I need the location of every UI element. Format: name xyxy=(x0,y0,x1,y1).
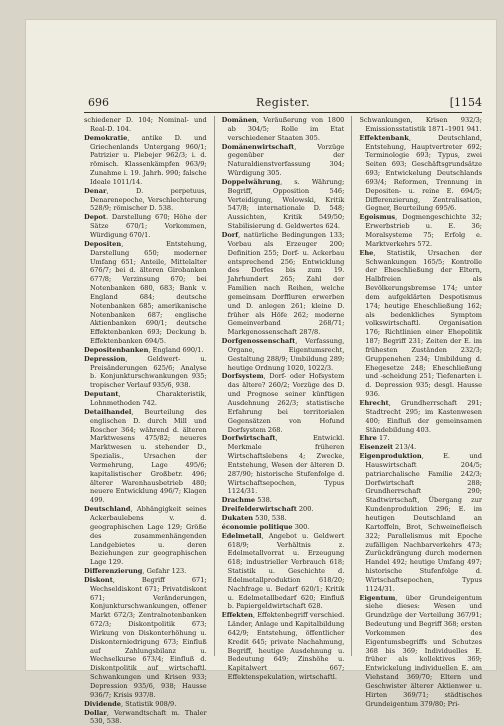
index-entry xyxy=(84,134,207,187)
index-entry-text: , England 690/1. xyxy=(148,345,204,354)
index-entry-headword: Depositen xyxy=(84,239,122,248)
index-entry xyxy=(84,709,207,726)
index-entry-text: , Geldwert- u. Preisänderungen 625/6; Analyse b. Konjunkturschwankungen 935; tropischer Verlauf 935/6, 938. xyxy=(90,354,207,390)
index-column-3 xyxy=(359,116,483,708)
index-entry-text: 213/4. xyxy=(393,443,417,452)
index-entry xyxy=(84,505,207,567)
index-entry-headword: Dorf xyxy=(221,230,239,239)
index-entry xyxy=(84,355,207,390)
index-entry-headword: Detailhandel xyxy=(84,407,132,416)
index-entry xyxy=(359,213,482,248)
index-entry-headword: Eigenproduktion xyxy=(359,452,422,461)
index-entry xyxy=(222,337,345,372)
index-entry-headword: Differenzierung xyxy=(84,567,143,576)
index-entry-text: , Deutschland, Entstehung, Hauptvertreter 692; Terminologie 693; Typus, zwei Seiten 693; Geschäftsgrundsätze 693; Entwickelung Deutschlands 693/4; Reformen, Trennung in Depositen- u. reine E. 694/5; Differenzierung, Zentralisation, Gegner, Beurteilung 695/6. xyxy=(365,133,483,213)
index-entry-headword: Dukaten xyxy=(221,513,254,522)
column-divider xyxy=(351,116,352,656)
index-entry-headword: Depression xyxy=(84,354,126,363)
index-entry-headword: Eigentum xyxy=(359,593,396,602)
index-columns xyxy=(84,116,483,726)
index-entry-headword: Dorfsystem xyxy=(221,372,264,381)
index-entry-text: 538. xyxy=(255,496,272,505)
index-entry xyxy=(222,532,345,612)
index-entry-text: , Vorzüge gegenüber der Naturaldienstverfassung 304; Würdigung 305. xyxy=(227,142,345,178)
index-entry-text: , Effektenbegriff verschied. Länder, Anlage und Kapitalbildung 642/9; Entstehung, öffentlicher Kredit 645; private Nachahmung, Begriff, heutige Ausdehnung u. Bedeutung 649; Zinshöhe u. Kapitalwert 667; Effektenspekulation, wirtschaftl. xyxy=(227,611,345,682)
index-entry-text: , E. und Hauswirtschaft 204/5; patriarchalische Familie 242/3; Dorfwirtschaft 288; Grundherrschaft 290; Stadtwirtschaft, Übergang zur Kundenproduktion 296; E. im heutigen Deutschland an Kartoffeln, Brot, Schweinefleisch 322; Parallelismus mit Epoche zufälligen Nachbarverkehrs 473; Zurückdrängung durch modernen Handel 492; heutige Umfang 497; historische Stufenfolge d. Wirtschaftsepochen, Typus 1124/31. xyxy=(365,452,483,593)
index-entry-text: , Charakteristik, Lohnmethoden 742. xyxy=(90,390,207,407)
index-entry xyxy=(222,611,345,682)
index-entry-text: , Beurteilung des englischen D. durch Mill und Roscher 364; während d. älteren Marktwesens 475/82; neueres Marktwesen u. stehender D., Spezialis., Ursachen der Vermehrung, Lage 495/6; kapitalistischer Großbetr. 496; älterer Warenhausbetrieb 480; neuere Entwicklung 496/7; Klagen 499. xyxy=(90,407,207,505)
index-entry xyxy=(222,505,345,514)
index-entry-headword: Domänen xyxy=(221,116,257,124)
index-column-2 xyxy=(221,116,345,682)
index-entry-headword: Effekten xyxy=(221,611,253,620)
index-entry-text: , antike D. und Griechenlands Untergang 960/1; Patrizier u. Plebejer 962/3; i. d. römisch. Klassenkämpfen 963/9; Zunahme i. 19. Jahrh. 990; falsche Ideale 1011/14. xyxy=(90,133,207,186)
column-divider xyxy=(214,116,215,656)
index-entry-text: , Gefahr 123. xyxy=(142,567,187,576)
index-entry-text: , über Grundeigentum siehe dieses: Wesen und Grundzüge der Verteilung 367/91; Bedeutung und Begriff 368; ersten Vorkommen des Eigentumsbegriffs und Schutzes 368 bis 369; Individuelles E. früher als kollektives 369; Entwickelung individuellen E. am Viehstand 369/70; Eltern und Geschwister älterer Aktienwer u. Hirten 369/71; städtisches Grundeigentum 379/80; Pri- xyxy=(365,593,483,708)
index-entry xyxy=(84,567,207,576)
index-entry-headword: Domänenwirtschaft xyxy=(221,142,295,151)
index-entry-headword: Effektenbank xyxy=(359,133,409,142)
index-entry-text: , Entwickl. Merkmale früheren Wirtschaftslebens 4; Zwecke, Entstehung, Wesen der älteren D. 287/90; historische Stufenfolge d. Wirtschaftsepochen, Typus 1124/31. xyxy=(227,434,345,496)
book-page xyxy=(26,20,496,726)
index-entry-headword: Ehe xyxy=(359,248,374,257)
index-entry-headword: Ehrecht xyxy=(359,399,389,407)
index-entry xyxy=(359,443,482,452)
index-entry xyxy=(84,700,207,709)
index-entry-text: , Grundherrschaft 291; Stadtrecht 295; im Kastenwesen 400; Einfluß der gemeinsamen Ständebildung 403. xyxy=(365,399,483,434)
index-entry xyxy=(84,576,207,700)
page-bracket-number: [1154 xyxy=(449,96,482,109)
index-entry xyxy=(222,116,345,143)
index-entry xyxy=(222,496,345,505)
index-entry xyxy=(222,372,345,434)
index-entry-headword: Doppelwährung xyxy=(221,177,281,186)
index-entry xyxy=(359,434,482,443)
index-entry-text: , Entstehung, Darstellung 650; moderner Umfang 651; Anteile, Mittelalter 676/7; bei d. älteren Girobanken 677/8; Verzinsung 670; bei Notenbanken 680, 683; Bank v. England 684; deutsche Notenbanken 685; amerikanische Notenbanken 687; englische Aktienbanken 690/1; deutsche Effektenbanken 693; Deckung b. Effektenbanken 694/5. xyxy=(90,239,207,346)
index-entry-headword: Deputant xyxy=(84,390,119,399)
header-rule xyxy=(84,112,482,113)
index-entry xyxy=(359,249,482,399)
index-entry-text: 300. xyxy=(292,522,310,531)
index-entry-text: , Statistik 908/9. xyxy=(120,699,177,708)
index-entry-headword: Egoismus xyxy=(359,213,396,222)
index-entry-headword: économie politique xyxy=(221,522,293,531)
index-entry xyxy=(222,231,345,337)
index-entry-headword: Dorfgenossenschaft xyxy=(221,337,296,346)
index-entry-headword: Depot xyxy=(84,213,106,222)
running-head: Register. xyxy=(256,96,310,109)
index-entry xyxy=(222,143,345,178)
index-entry xyxy=(222,178,345,231)
index-entry-text: , Dogmengeschichte 32; Erwerbstrieb u. E. 36; Moralsysteme 75; Erfolg e. Marktverkehrs 572. xyxy=(365,213,483,248)
index-entry xyxy=(84,240,207,346)
index-entry-text: , Dorf- oder Hofsystem das ältere? 260/2; Vorzüge des D. und Prognose seiner künftigen Ausdehnung 262/3; statistische Erfahrung bei territorialen Gegensätzen von Hofund Dorfsystem 268. xyxy=(227,372,345,434)
index-entry xyxy=(359,134,482,214)
index-entry-headword: Demokratie xyxy=(84,133,128,142)
index-entry-text: , natürliche Bedingungen 133; Vorbau als Erzeuger 200; Definition 255; Dorf- u. Ackerbau entsprechend 256; Entwicklung des Dorfes bis zum 19. Jahrhundert 265; Zahl der Familien nach Reihen, welche gemeinsam Dorffluren erwerben und D. anlegen 261; kleine D. früher als Höfe 262; moderne Gemeinverband 268/71; Markgenossenschaft 287/8. xyxy=(227,230,345,337)
index-entry-text: 200. xyxy=(296,505,314,514)
index-entry-headword: Edelmetall xyxy=(221,531,262,540)
index-entry-text: , Abhängigkeit seines Ackerbaulebens v. d. geographischen Lage 129; Größe des zusammenhängenden Landgebietes u. deren Beziehungen zur geographischen Lage 129. xyxy=(90,505,207,567)
index-entry-text: , D. perpetuus, Denarenepoche, Verschlechterung 528/9; römischer D. 538. xyxy=(90,186,207,213)
index-entry-headword: Diskont xyxy=(84,575,113,584)
index-entry-text: , Begriff 671; Wechseldiskont 671; Privatdiskont 671; Veränderungen, Konjunkturschwankungen, offener Markt 672/3; Zentralnotenbanken 672/3; Diskontpolitik 673; Wirkung von Diskonterhöhung u. Diskonterniedrigung 673; Einfluß auf Zahlungsbilanz u. Wechselkurse 673/4; Einfluß d. Diskontpolitik auf wirtschaftl. Schwankungen und Krisen 933; Depression 935/6, 938; Hausse 936/7; Krisis 937/8. xyxy=(90,575,207,699)
index-entry-text: , Veräußerung von 1800 ab 304/5; Rolle im Etat verschiedener Staaten 305. xyxy=(227,116,345,142)
index-entry-text: . Darstellung 670; Höhe der Sätze 670/1; Vorkommen, Würdigung 670/1. xyxy=(90,213,207,239)
index-entry-headword: Dreifelderwirtschaft xyxy=(221,505,297,514)
index-entry-headword: Depositenbanken xyxy=(84,345,149,354)
index-entry-headword: Drachme xyxy=(221,496,256,505)
index-entry xyxy=(222,514,345,523)
index-entry-headword: Dollar xyxy=(84,708,107,717)
index-entry-text: , s. Währung; Begriff, Opposition 546; Verteidigung, Wolowski, Kritik 547/8; internationale D. 548; Aussichten, Kritik 549/50; Stabilisierung d. Geldwertes 624. xyxy=(227,177,345,231)
index-entry xyxy=(359,452,482,594)
index-entry xyxy=(359,399,482,434)
index-entry-headword: Dividende xyxy=(84,699,121,708)
index-entry-text: 530, 538. xyxy=(253,513,287,522)
index-entry-text: , Statistik, Ursachen der Schwankungen 165/5; Kontrolle der Eheschließung der Eltern, Halbfreien als Bevölkerungsbremse 174; unter dem aufgeklärten Despotismus 174; heutige Eheschließung 162; als bedenkliches Symptom volkswirtschaftl. Organisation 176; Richtlinien einer Ehepolitik 187; Begriff 231; Zeiten der E. im frühesten Zuständen 232/3; Gruppenehen 234; Umbildung d. Ehegesetze 248; Eheschließung und -scheidung 251; Tiefenarten i. d. Depression 935; desgl. Hausse 936. xyxy=(365,248,483,399)
index-entry-text: schiedener D. 104; Nominal- und Real-D. 104. xyxy=(84,116,207,133)
index-entry xyxy=(222,523,345,532)
index-entry-headword: Eisenzeit xyxy=(359,443,394,452)
index-entry-headword: Dorfwirtschaft xyxy=(221,434,276,443)
index-entry-text: , Verwandtschaft m. Thaler 530, 538. xyxy=(90,708,207,726)
index-column-1 xyxy=(84,116,207,726)
index-entry xyxy=(84,408,207,505)
index-entry xyxy=(359,594,482,709)
index-entry-text: 17. xyxy=(376,434,390,443)
index-entry-headword: Ehre xyxy=(359,434,377,443)
index-entry xyxy=(84,116,207,134)
index-entry xyxy=(222,434,345,496)
page-header xyxy=(84,96,482,112)
index-entry-text: , Verfassung, Organe, Eigentumsrecht, Gestaltung 288/9; Umbildung 289; heutige Ordnung 1020, 1022/3. xyxy=(227,337,345,372)
index-entry-headword: Deutschland xyxy=(84,505,131,514)
index-entry-text: , Angebot u. Geldwert 618/9; Verhältnis z. Edelmetallvorrat u. Erzeugung 618; industrieller Verbrauch 618; Statistik u. Geschichte d. Edelmetallproduktion 618/20; Nachfrage u. Bedarf 620/1; Kritik u. Edelmetallbedarf 620; Einfluß b. Papiergeldwirtschaft 628. xyxy=(227,531,345,611)
index-entry-text: Schwankungen, Krisen 932/3; Emissionsstatistik 1871–1901 941. xyxy=(359,116,483,133)
index-entry xyxy=(359,116,482,134)
index-entry xyxy=(84,213,207,240)
page-number: 696 xyxy=(88,96,109,109)
index-entry xyxy=(84,187,207,214)
index-entry xyxy=(84,390,207,408)
index-entry xyxy=(84,346,207,355)
index-entry-headword: Denar xyxy=(84,186,107,195)
